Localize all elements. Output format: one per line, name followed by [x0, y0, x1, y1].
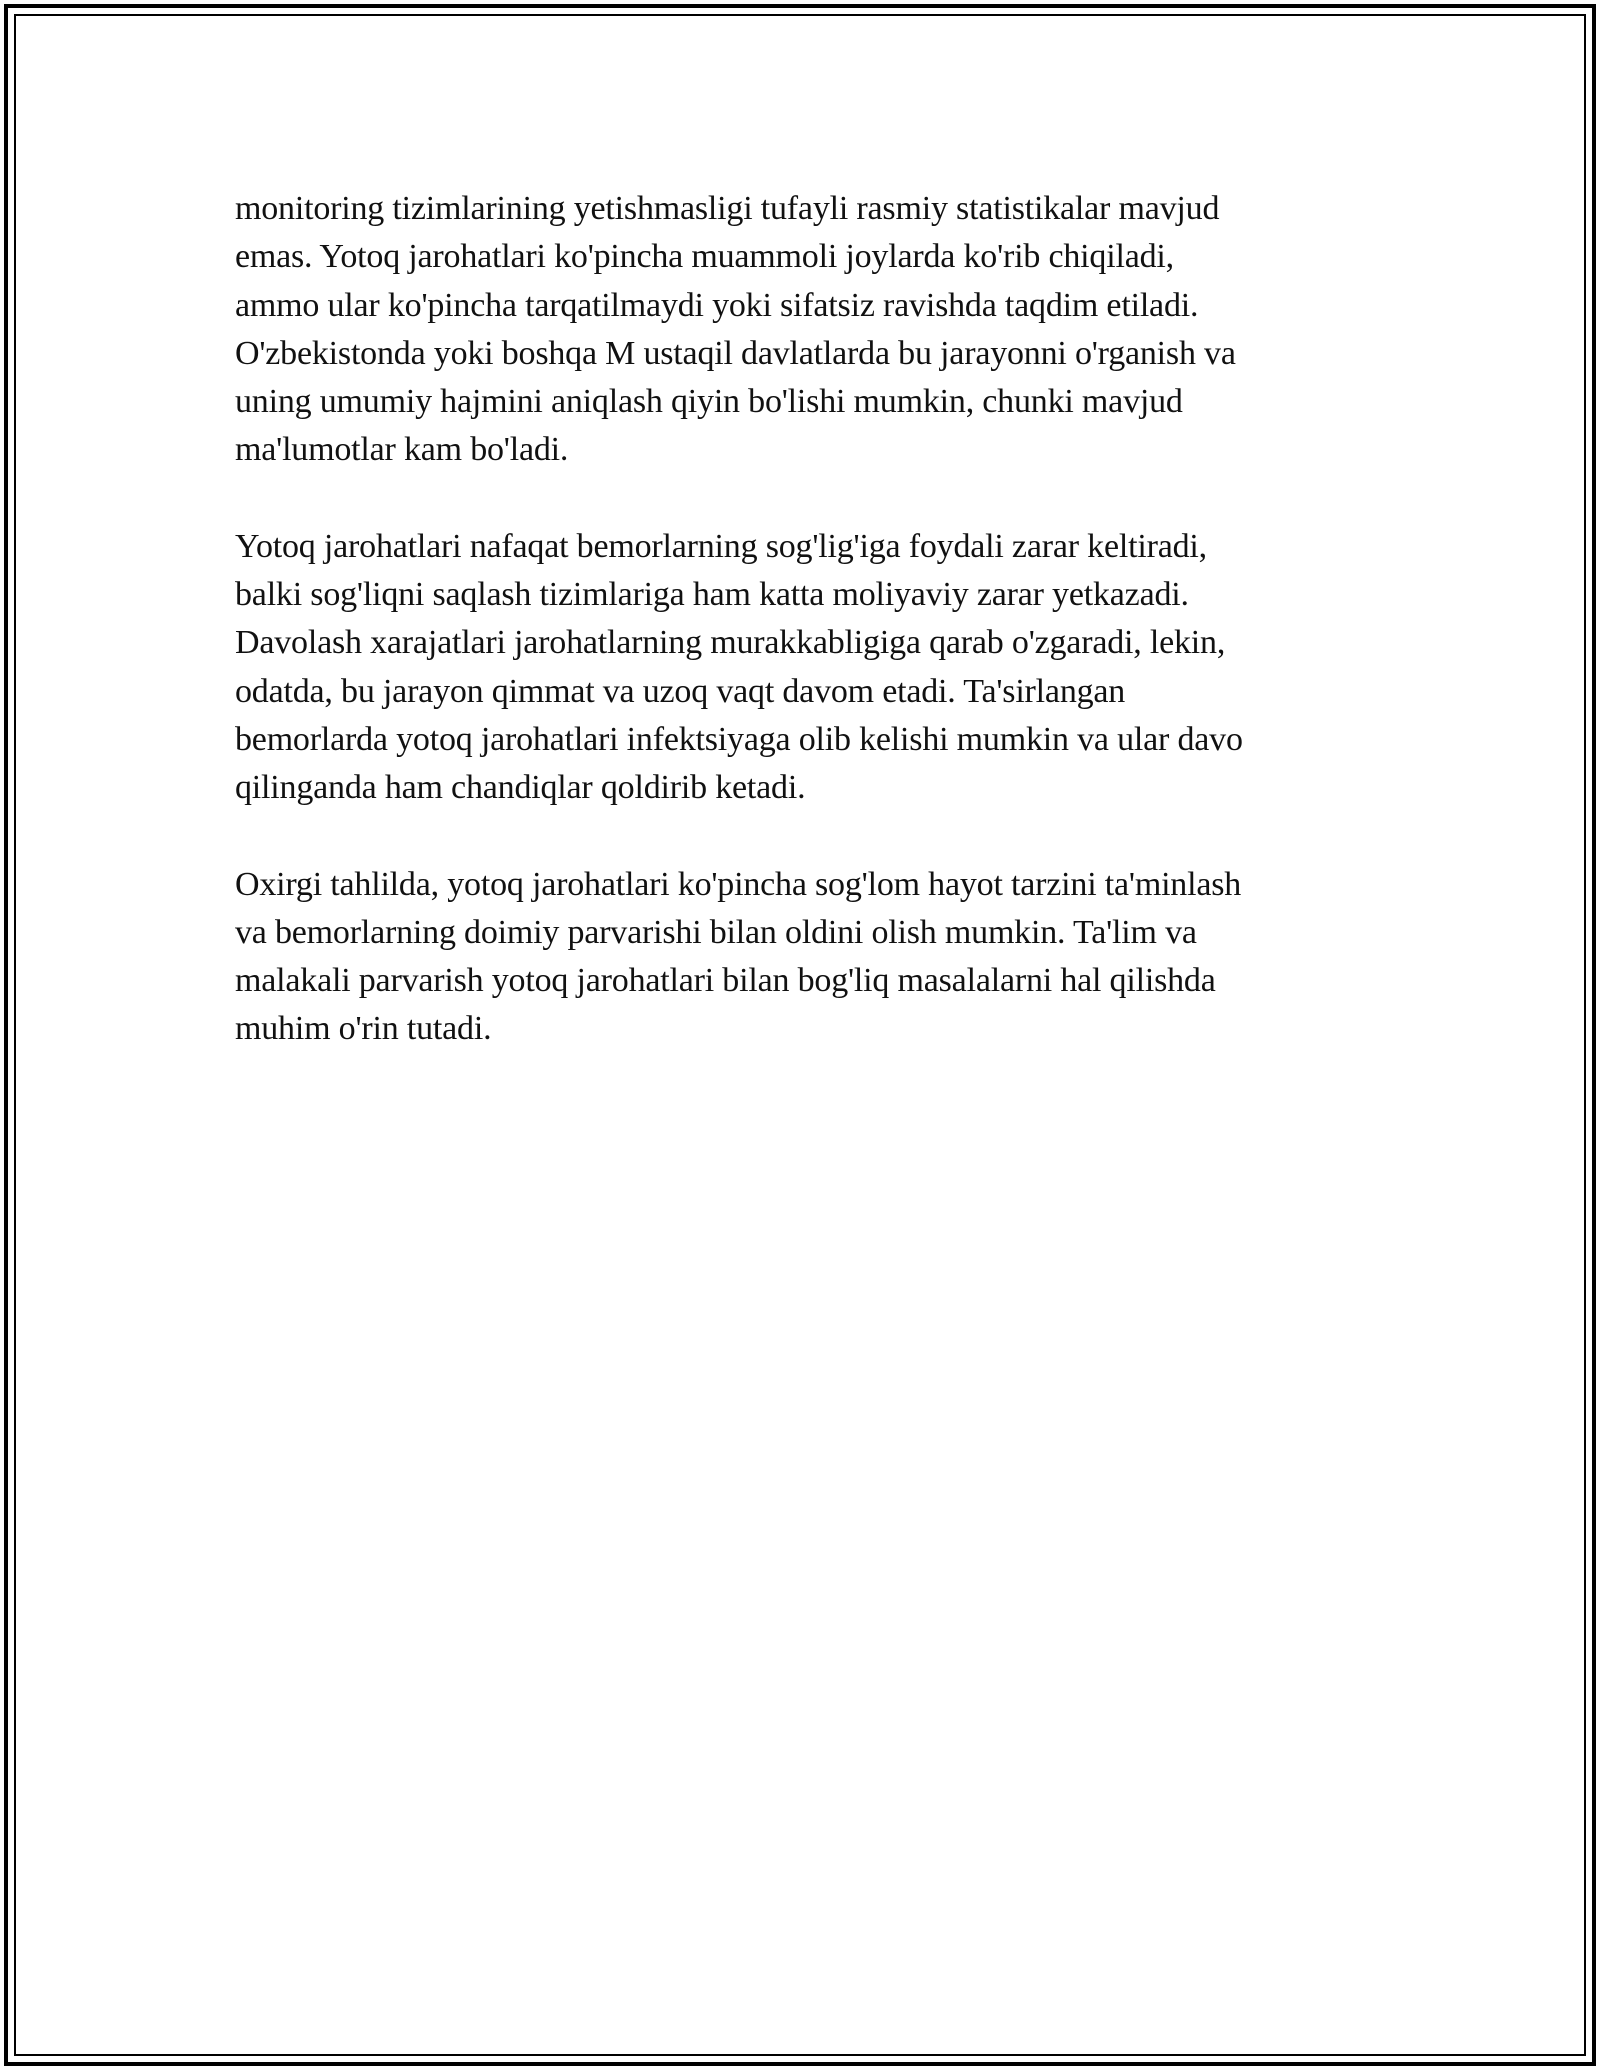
paragraph-line: balki sog'liqni saqlash tizimlariga ham katta moliyaviy zarar yetkazadi.	[235, 576, 1189, 614]
paragraph-line: O'zbekistonda yoki boshqa M ustaqil davlatlarda bu jarayonni o'rganish va	[235, 334, 1236, 372]
paragraph-line: Oxirgi tahlilda, yotoq jarohatlari ko'pincha sog'lom hayot tarzini ta'minlash	[235, 865, 1242, 903]
paragraph-2	[235, 523, 1365, 813]
paragraph-line: qilinganda ham chandiqlar qoldirib ketadi.	[235, 769, 806, 807]
paragraph-line: ammo ular ko'pincha tarqatilmaydi yoki sifatsiz ravishda taqdim etiladi.	[235, 286, 1199, 324]
paragraph-line: muhim o'rin tutadi.	[235, 1010, 492, 1048]
paragraph-line: va bemorlarning doimiy parvarishi bilan oldini olish mumkin. Ta'lim va	[235, 913, 1197, 951]
paragraph-line: uning umumiy hajmini aniqlash qiyin bo'lishi mumkin, chunki mavjud	[235, 383, 1183, 421]
paragraph-line: odatda, bu jarayon qimmat va uzoq vaqt davom etadi. Ta'sirlangan	[235, 672, 1126, 710]
paragraph-line: emas. Yotoq jarohatlari ko'pincha muammoli joylarda ko'rib chiqiladi,	[235, 238, 1174, 276]
document-body	[235, 185, 1365, 1102]
paragraph-line: Davolash xarajatlari jarohatlarning murakkabligiga qarab o'zgaradi, lekin,	[235, 624, 1226, 662]
paragraph-line: ma'lumotlar kam bo'ladi.	[235, 431, 569, 469]
paragraph-line: bemorlarda yotoq jarohatlari infektsiyaga olib kelishi mumkin va ular davo	[235, 720, 1243, 758]
paragraph-3	[235, 861, 1365, 1054]
paragraph-1	[235, 185, 1365, 475]
paragraph-line: monitoring tizimlarining yetishmasligi tufayli rasmiy statistikalar mavjud	[235, 190, 1220, 227]
paragraph-line: malakali parvarish yotoq jarohatlari bilan bog'liq masalalarni hal qilishda	[235, 962, 1216, 1000]
paragraph-line: Yotoq jarohatlari nafaqat bemorlarning sog'lig'iga foydali zarar keltiradi,	[235, 527, 1207, 565]
